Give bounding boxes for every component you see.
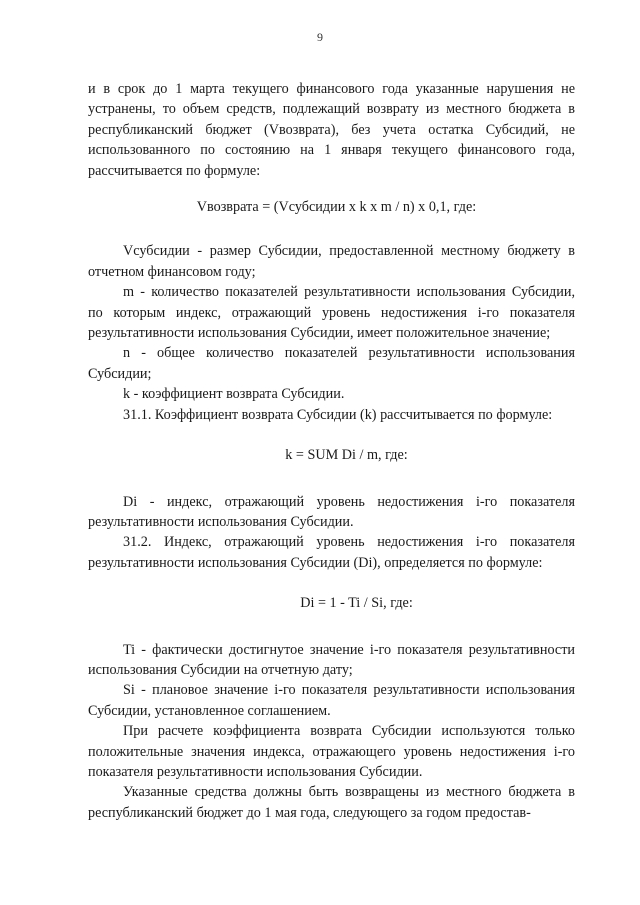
formula-di: Di = 1 - Ti / Si, где: xyxy=(300,595,413,612)
page-number: 9 xyxy=(317,30,323,44)
definition-ti: Ti - фактически достигнутое значение i-го показателя результативности использования Субсидии на отчетную дату; xyxy=(88,641,575,678)
definition-m: m - количество показателей результативности использования Субсидии, по которым индекс, отражающий уровень недостижения i-го показателя результативности использования Субсидии, имеет положительное значение; xyxy=(88,284,575,342)
definition-n: n - общее количество показателей результативности использования Субсидии; xyxy=(88,345,575,382)
definition-k: k - коэффициент возврата Субсидии. xyxy=(123,386,345,403)
definition-vsubsidy: Vсубсидии - размер Субсидии, предоставленной местному бюджету в отчетном финансовом году; xyxy=(88,243,575,280)
paragraph-positive-values: При расчете коэффициента возврата Субсидии используются только положительные значения индекса, отражающего уровень недостижения i-го показателя результативности использования Субсидии. xyxy=(88,723,575,780)
paragraph-intro: и в срок до 1 марта текущего финансового года указанные нарушения не устранены, то объем средств, подлежащий возврату из местного бюджета в республиканский бюджет (Vвозврата), без учета остатка Субсидий, не использованного по состоянию на 1 января текущего финансового года, рассчитывается по формуле: xyxy=(88,81,575,179)
formula-vreturn: Vвозврата = (Vсубсидии x k x m / n) x 0,1, где: xyxy=(196,199,477,216)
definition-di: Di - индекс, отражающий уровень недостижения i-го показателя результативности использования Субсидии. xyxy=(88,493,575,530)
paragraph-return-deadline: Указанные средства должны быть возвращены из местного бюджета в республиканский бюджет до 1 мая года, следующего за годом предостав- xyxy=(88,784,575,821)
clause-31-1: 31.1. Коэффициент возврата Субсидии (k) рассчитывается по формуле: xyxy=(123,406,553,423)
formula-k: k = SUM Di / m, где: xyxy=(285,447,408,464)
document-body xyxy=(88,79,575,823)
clause-31-2: 31.2. Индекс, отражающий уровень недостижения i-го показателя результативности использования Субсидии (Di), определяется по формуле: xyxy=(88,534,575,571)
definition-si: Si - плановое значение i-го показателя результативности использования Субсидии, установленное соглашением. xyxy=(88,682,575,719)
